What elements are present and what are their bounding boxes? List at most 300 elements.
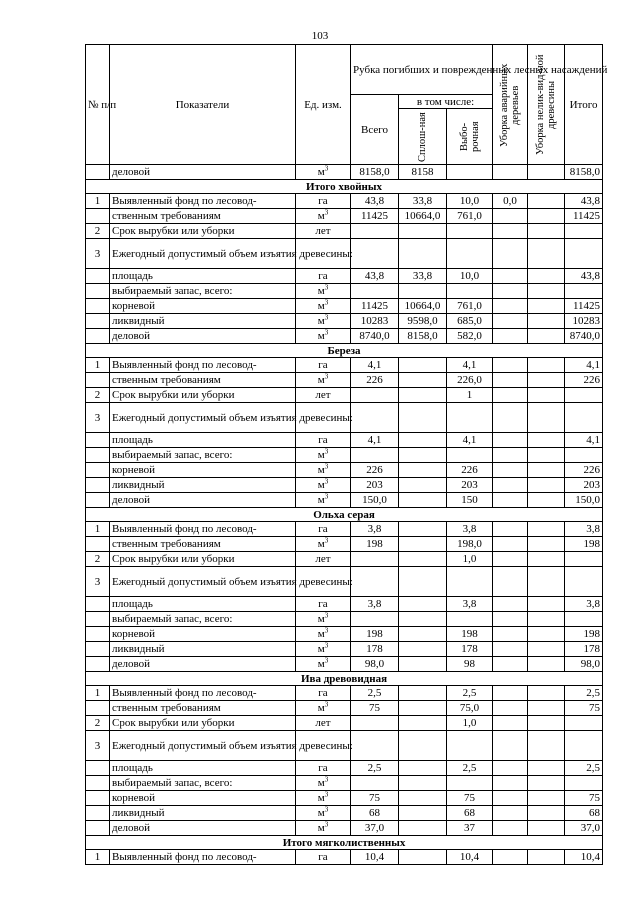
row-unit: $м^3$	[296, 314, 351, 329]
row-number	[86, 537, 110, 552]
value-clear: 10664,0	[399, 209, 447, 224]
value-selective: 10,0	[447, 194, 493, 209]
table-row	[86, 567, 603, 597]
value-illiquid	[528, 821, 565, 836]
row-number	[86, 165, 110, 180]
value-total: 203	[351, 478, 399, 493]
value-selective: 150	[447, 493, 493, 508]
value-itogo	[565, 552, 603, 567]
table-row	[86, 239, 603, 269]
row-label: выбираемый запас, всего:	[110, 448, 296, 463]
table-row	[86, 627, 603, 642]
row-label: корневой	[110, 791, 296, 806]
value-total: 10,4	[351, 850, 399, 865]
value-selective	[447, 224, 493, 239]
row-number	[86, 627, 110, 642]
row-unit: $м^3$	[296, 627, 351, 642]
table-row	[86, 821, 603, 836]
value-selective: 761,0	[447, 209, 493, 224]
row-number	[86, 463, 110, 478]
value-total	[351, 776, 399, 791]
value-emergency	[493, 776, 528, 791]
value-total: 4,1	[351, 358, 399, 373]
header-emergency: Уборка аварийных деревьев	[493, 45, 528, 165]
value-itogo: 198	[565, 627, 603, 642]
row-unit: га	[296, 522, 351, 537]
row-label: ликвидный	[110, 314, 296, 329]
table-row	[86, 761, 603, 776]
value-total: 8740,0	[351, 329, 399, 344]
value-clear	[399, 791, 447, 806]
value-illiquid	[528, 791, 565, 806]
table-row	[86, 269, 603, 284]
value-selective: 37	[447, 821, 493, 836]
value-itogo: 43,8	[565, 269, 603, 284]
section-header-row	[86, 180, 603, 194]
value-itogo: 8158,0	[565, 165, 603, 180]
table-row	[86, 388, 603, 403]
row-label: ственным требованиям	[110, 209, 296, 224]
value-emergency	[493, 478, 528, 493]
row-label: ликвидный	[110, 642, 296, 657]
value-illiquid	[528, 850, 565, 865]
row-label: деловой	[110, 165, 296, 180]
value-clear	[399, 806, 447, 821]
value-selective: 3,8	[447, 597, 493, 612]
value-itogo	[565, 388, 603, 403]
table-row	[86, 850, 603, 865]
value-selective: 198,0	[447, 537, 493, 552]
row-number	[86, 597, 110, 612]
row-label: площадь	[110, 761, 296, 776]
value-selective: 4,1	[447, 433, 493, 448]
row-number: 1	[86, 686, 110, 701]
value-illiquid	[528, 597, 565, 612]
value-clear	[399, 537, 447, 552]
value-emergency	[493, 448, 528, 463]
value-illiquid	[528, 329, 565, 344]
value-selective: 203	[447, 478, 493, 493]
value-clear	[399, 403, 447, 433]
table-row	[86, 522, 603, 537]
header-indicator: Показатели	[110, 45, 296, 165]
value-selective: 98	[447, 657, 493, 672]
row-label: ликвидный	[110, 478, 296, 493]
value-clear	[399, 284, 447, 299]
row-unit: $м^3$	[296, 463, 351, 478]
header-num: № п/п	[86, 45, 110, 165]
value-selective: 685,0	[447, 314, 493, 329]
table-row	[86, 493, 603, 508]
value-itogo: 2,5	[565, 761, 603, 776]
value-emergency	[493, 433, 528, 448]
table-row	[86, 403, 603, 433]
value-itogo: 3,8	[565, 597, 603, 612]
value-emergency	[493, 224, 528, 239]
table-row	[86, 537, 603, 552]
value-clear: 33,8	[399, 194, 447, 209]
value-itogo	[565, 567, 603, 597]
value-illiquid	[528, 224, 565, 239]
value-itogo: 203	[565, 478, 603, 493]
value-selective: 582,0	[447, 329, 493, 344]
value-clear	[399, 552, 447, 567]
forest-data-table	[85, 44, 608, 865]
value-emergency	[493, 314, 528, 329]
value-emergency	[493, 657, 528, 672]
value-illiquid	[528, 701, 565, 716]
value-illiquid	[528, 269, 565, 284]
value-emergency	[493, 597, 528, 612]
value-clear	[399, 597, 447, 612]
value-illiquid	[528, 761, 565, 776]
row-unit: га	[296, 761, 351, 776]
value-total: 178	[351, 642, 399, 657]
value-illiquid	[528, 657, 565, 672]
value-total	[351, 731, 399, 761]
value-itogo: 2,5	[565, 686, 603, 701]
row-number: 3	[86, 567, 110, 597]
value-clear	[399, 627, 447, 642]
value-clear	[399, 224, 447, 239]
table-row	[86, 642, 603, 657]
table-row	[86, 224, 603, 239]
row-number	[86, 642, 110, 657]
value-illiquid	[528, 537, 565, 552]
value-total: 11425	[351, 209, 399, 224]
value-clear	[399, 358, 447, 373]
row-number: 3	[86, 403, 110, 433]
row-number	[86, 761, 110, 776]
value-emergency: 0,0	[493, 194, 528, 209]
section-title: Ива древовидная	[86, 672, 603, 686]
value-illiquid	[528, 463, 565, 478]
value-total: 150,0	[351, 493, 399, 508]
row-number	[86, 373, 110, 388]
value-itogo	[565, 776, 603, 791]
row-label: ственным требованиям	[110, 373, 296, 388]
value-total: 10283	[351, 314, 399, 329]
row-number: 2	[86, 716, 110, 731]
value-illiquid	[528, 716, 565, 731]
value-emergency	[493, 567, 528, 597]
value-clear	[399, 761, 447, 776]
value-clear	[399, 821, 447, 836]
value-itogo: 226	[565, 373, 603, 388]
table-row	[86, 716, 603, 731]
row-label: ликвидный	[110, 806, 296, 821]
row-label: Выявленный фонд по лесовод-	[110, 686, 296, 701]
value-clear	[399, 388, 447, 403]
row-label: Ежегодный допустимый объем изъятия древесины:	[110, 403, 296, 433]
row-number	[86, 612, 110, 627]
row-label: ственным требованиям	[110, 701, 296, 716]
row-number	[86, 493, 110, 508]
row-unit: $м^3$	[296, 791, 351, 806]
value-selective: 2,5	[447, 761, 493, 776]
value-emergency	[493, 239, 528, 269]
value-itogo: 43,8	[565, 194, 603, 209]
value-selective: 75	[447, 791, 493, 806]
value-clear: 8158,0	[399, 329, 447, 344]
value-illiquid	[528, 299, 565, 314]
value-total: 2,5	[351, 686, 399, 701]
value-clear: 10664,0	[399, 299, 447, 314]
row-number: 2	[86, 224, 110, 239]
value-illiquid	[528, 493, 565, 508]
row-label: корневой	[110, 627, 296, 642]
value-selective: 198	[447, 627, 493, 642]
table-row	[86, 552, 603, 567]
value-total: 11425	[351, 299, 399, 314]
value-emergency	[493, 731, 528, 761]
row-label: площадь	[110, 597, 296, 612]
value-clear	[399, 731, 447, 761]
value-emergency	[493, 284, 528, 299]
row-unit: га	[296, 686, 351, 701]
value-emergency	[493, 806, 528, 821]
row-number	[86, 791, 110, 806]
value-itogo: 198	[565, 537, 603, 552]
section-title: Итого хвойных	[86, 180, 603, 194]
row-unit: га	[296, 269, 351, 284]
row-label: деловой	[110, 821, 296, 836]
value-itogo	[565, 239, 603, 269]
value-selective: 1,0	[447, 716, 493, 731]
value-total: 2,5	[351, 761, 399, 776]
row-label: Срок вырубки или уборки	[110, 552, 296, 567]
value-selective: 1	[447, 388, 493, 403]
row-number	[86, 284, 110, 299]
row-label: Выявленный фонд по лесовод-	[110, 522, 296, 537]
row-label: площадь	[110, 269, 296, 284]
header-itogo: Итого	[565, 45, 603, 165]
value-illiquid	[528, 567, 565, 597]
table-row	[86, 358, 603, 373]
value-illiquid	[528, 194, 565, 209]
value-emergency	[493, 165, 528, 180]
value-selective	[447, 776, 493, 791]
row-unit: $м^3$	[296, 299, 351, 314]
table-row	[86, 209, 603, 224]
table-row	[86, 776, 603, 791]
value-total: 98,0	[351, 657, 399, 672]
value-selective	[447, 165, 493, 180]
row-number	[86, 478, 110, 493]
row-number: 1	[86, 194, 110, 209]
row-unit: га	[296, 597, 351, 612]
value-selective: 1,0	[447, 552, 493, 567]
value-selective: 761,0	[447, 299, 493, 314]
value-selective	[447, 731, 493, 761]
value-total: 43,8	[351, 194, 399, 209]
value-total: 226	[351, 373, 399, 388]
row-unit: $м^3$	[296, 284, 351, 299]
value-total	[351, 388, 399, 403]
row-number: 2	[86, 552, 110, 567]
section-title: Ольха серая	[86, 508, 603, 522]
value-illiquid	[528, 448, 565, 463]
value-clear	[399, 612, 447, 627]
table-row	[86, 597, 603, 612]
value-itogo: 4,1	[565, 358, 603, 373]
value-emergency	[493, 821, 528, 836]
header-clear: Сплош-ная	[399, 109, 447, 165]
value-selective: 2,5	[447, 686, 493, 701]
row-label: площадь	[110, 433, 296, 448]
row-label: Выявленный фонд по лесовод-	[110, 194, 296, 209]
row-number	[86, 701, 110, 716]
table-row	[86, 433, 603, 448]
row-number	[86, 329, 110, 344]
header-unit: Ед. изм.	[296, 45, 351, 165]
row-number: 1	[86, 850, 110, 865]
page-number: 103	[311, 30, 329, 42]
value-clear	[399, 716, 447, 731]
value-illiquid	[528, 478, 565, 493]
value-selective: 75,0	[447, 701, 493, 716]
value-clear	[399, 448, 447, 463]
value-selective	[447, 612, 493, 627]
value-emergency	[493, 716, 528, 731]
value-emergency	[493, 299, 528, 314]
value-total: 3,8	[351, 597, 399, 612]
value-total	[351, 716, 399, 731]
row-unit: лет	[296, 224, 351, 239]
table-row	[86, 731, 603, 761]
value-clear	[399, 478, 447, 493]
value-itogo: 3,8	[565, 522, 603, 537]
section-title: Береза	[86, 344, 603, 358]
value-total: 198	[351, 537, 399, 552]
header-selective: Выбо-рочная	[447, 109, 493, 165]
value-itogo: 11425	[565, 209, 603, 224]
row-label: деловой	[110, 657, 296, 672]
value-selective	[447, 284, 493, 299]
value-total	[351, 552, 399, 567]
value-selective: 226,0	[447, 373, 493, 388]
value-selective	[447, 239, 493, 269]
value-clear	[399, 493, 447, 508]
row-unit: $м^3$	[296, 776, 351, 791]
row-label: Срок вырубки или уборки	[110, 224, 296, 239]
value-illiquid	[528, 776, 565, 791]
value-total: 8158,0	[351, 165, 399, 180]
value-illiquid	[528, 358, 565, 373]
row-label: выбираемый запас, всего:	[110, 284, 296, 299]
row-unit: лет	[296, 388, 351, 403]
row-unit: $м^3$	[296, 642, 351, 657]
value-total: 198	[351, 627, 399, 642]
value-total	[351, 284, 399, 299]
row-unit: га	[296, 433, 351, 448]
table-row	[86, 657, 603, 672]
row-unit: лет	[296, 716, 351, 731]
value-itogo: 11425	[565, 299, 603, 314]
value-emergency	[493, 522, 528, 537]
value-clear	[399, 239, 447, 269]
section-header-row	[86, 836, 603, 850]
value-total: 37,0	[351, 821, 399, 836]
row-unit: $м^3$	[296, 493, 351, 508]
header-group: Рубка погибших и поврежденных лесных насаждений	[351, 45, 493, 95]
row-unit: $м^3$	[296, 701, 351, 716]
value-emergency	[493, 537, 528, 552]
value-total	[351, 567, 399, 597]
value-clear	[399, 567, 447, 597]
value-total: 75	[351, 791, 399, 806]
row-unit: $м^3$	[296, 537, 351, 552]
value-clear	[399, 463, 447, 478]
value-itogo: 8740,0	[565, 329, 603, 344]
row-unit: $м^3$	[296, 448, 351, 463]
value-itogo: 10,4	[565, 850, 603, 865]
section-title: Итого мягколиственных	[86, 836, 603, 850]
value-emergency	[493, 329, 528, 344]
row-unit: лет	[296, 552, 351, 567]
value-illiquid	[528, 165, 565, 180]
row-unit: $м^3$	[296, 329, 351, 344]
value-total: 3,8	[351, 522, 399, 537]
row-unit: $м^3$	[296, 165, 351, 180]
value-emergency	[493, 850, 528, 865]
value-emergency	[493, 552, 528, 567]
value-itogo: 10283	[565, 314, 603, 329]
row-number	[86, 433, 110, 448]
value-clear	[399, 850, 447, 865]
value-illiquid	[528, 433, 565, 448]
value-itogo: 75	[565, 701, 603, 716]
row-label: ственным требованиям	[110, 537, 296, 552]
row-number: 1	[86, 358, 110, 373]
value-illiquid	[528, 731, 565, 761]
row-label: деловой	[110, 329, 296, 344]
row-number: 1	[86, 522, 110, 537]
value-emergency	[493, 761, 528, 776]
row-number	[86, 269, 110, 284]
value-selective: 68	[447, 806, 493, 821]
value-illiquid	[528, 552, 565, 567]
value-clear	[399, 433, 447, 448]
table-row	[86, 612, 603, 627]
section-header-row	[86, 508, 603, 522]
row-number: 2	[86, 388, 110, 403]
table-row	[86, 478, 603, 493]
value-total: 43,8	[351, 269, 399, 284]
value-emergency	[493, 269, 528, 284]
row-number	[86, 821, 110, 836]
value-emergency	[493, 627, 528, 642]
value-itogo	[565, 448, 603, 463]
value-illiquid	[528, 627, 565, 642]
value-illiquid	[528, 388, 565, 403]
value-selective: 178	[447, 642, 493, 657]
value-clear	[399, 701, 447, 716]
value-total: 75	[351, 701, 399, 716]
table-row	[86, 194, 603, 209]
value-emergency	[493, 642, 528, 657]
value-clear: 33,8	[399, 269, 447, 284]
value-clear	[399, 642, 447, 657]
row-label: Срок вырубки или уборки	[110, 716, 296, 731]
value-illiquid	[528, 284, 565, 299]
header-incl: в том числе:	[399, 95, 493, 109]
value-selective: 3,8	[447, 522, 493, 537]
value-illiquid	[528, 686, 565, 701]
value-itogo	[565, 731, 603, 761]
row-number	[86, 806, 110, 821]
table-row	[86, 806, 603, 821]
